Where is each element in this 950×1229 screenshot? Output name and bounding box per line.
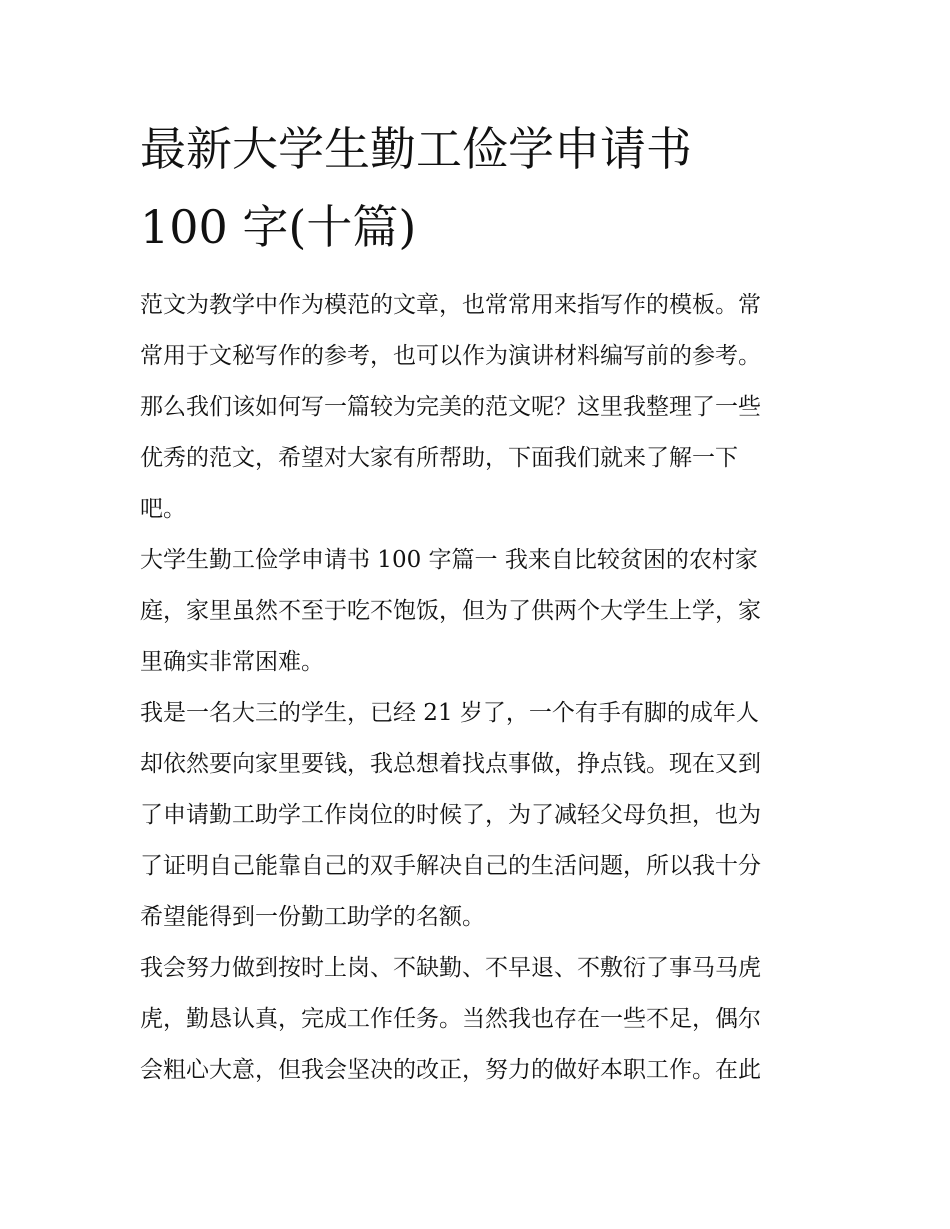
text-line: 却依然要向家里要钱，我总想着找点事做，挣点钱。现在又到 [140, 751, 761, 777]
text-line: 大学生勤工俭学申请书 100 字篇一 我来自比较贫困的农村家 [140, 547, 758, 573]
text-line: 常用于文秘写作的参考，也可以作为演讲材料编写前的参考。 [140, 343, 761, 369]
title-line: 最新大学生勤工俭学申请书 [140, 122, 692, 176]
paragraph-essay-1 [140, 535, 812, 688]
text-line: 我会努力做到按时上岗、不缺勤、不早退、不敷衍了事马马虎 [140, 955, 761, 981]
paragraph-intro [140, 280, 812, 535]
text-line: 会粗心大意，但我会坚决的改正，努力的做好本职工作。在此 [140, 1057, 761, 1083]
text-line: 范文为教学中作为模范的文章，也常常用来指写作的模板。常 [140, 292, 761, 318]
text-line: 优秀的范文，希望对大家有所帮助，下面我们就来了解一下 [140, 445, 738, 471]
text-line: 了证明自己能靠自己的双手解决自己的生活问题，所以我十分 [140, 853, 761, 879]
paragraph-commitment [140, 943, 812, 1096]
paragraph-background [140, 688, 812, 943]
text-line: 虎，勤恳认真，完成工作任务。当然我也存在一些不足，偶尔 [140, 1006, 761, 1032]
document-page [140, 110, 812, 1096]
title-line: 100 字(十篇) [140, 200, 417, 254]
document-title [140, 110, 812, 266]
text-line: 吧。 [140, 496, 186, 522]
text-line: 庭，家里虽然不至于吃不饱饭，但为了供两个大学生上学，家 [140, 598, 761, 624]
text-line: 了申请勤工助学工作岗位的时候了，为了减轻父母负担，也为 [140, 802, 761, 828]
text-line: 希望能得到一份勤工助学的名额。 [140, 904, 485, 930]
text-line: 我是一名大三的学生，已经 21 岁了，一个有手有脚的成年人 [140, 700, 759, 726]
text-line: 那么我们该如何写一篇较为完美的范文呢？这里我整理了一些 [140, 394, 761, 420]
text-line: 里确实非常困难。 [140, 649, 324, 675]
